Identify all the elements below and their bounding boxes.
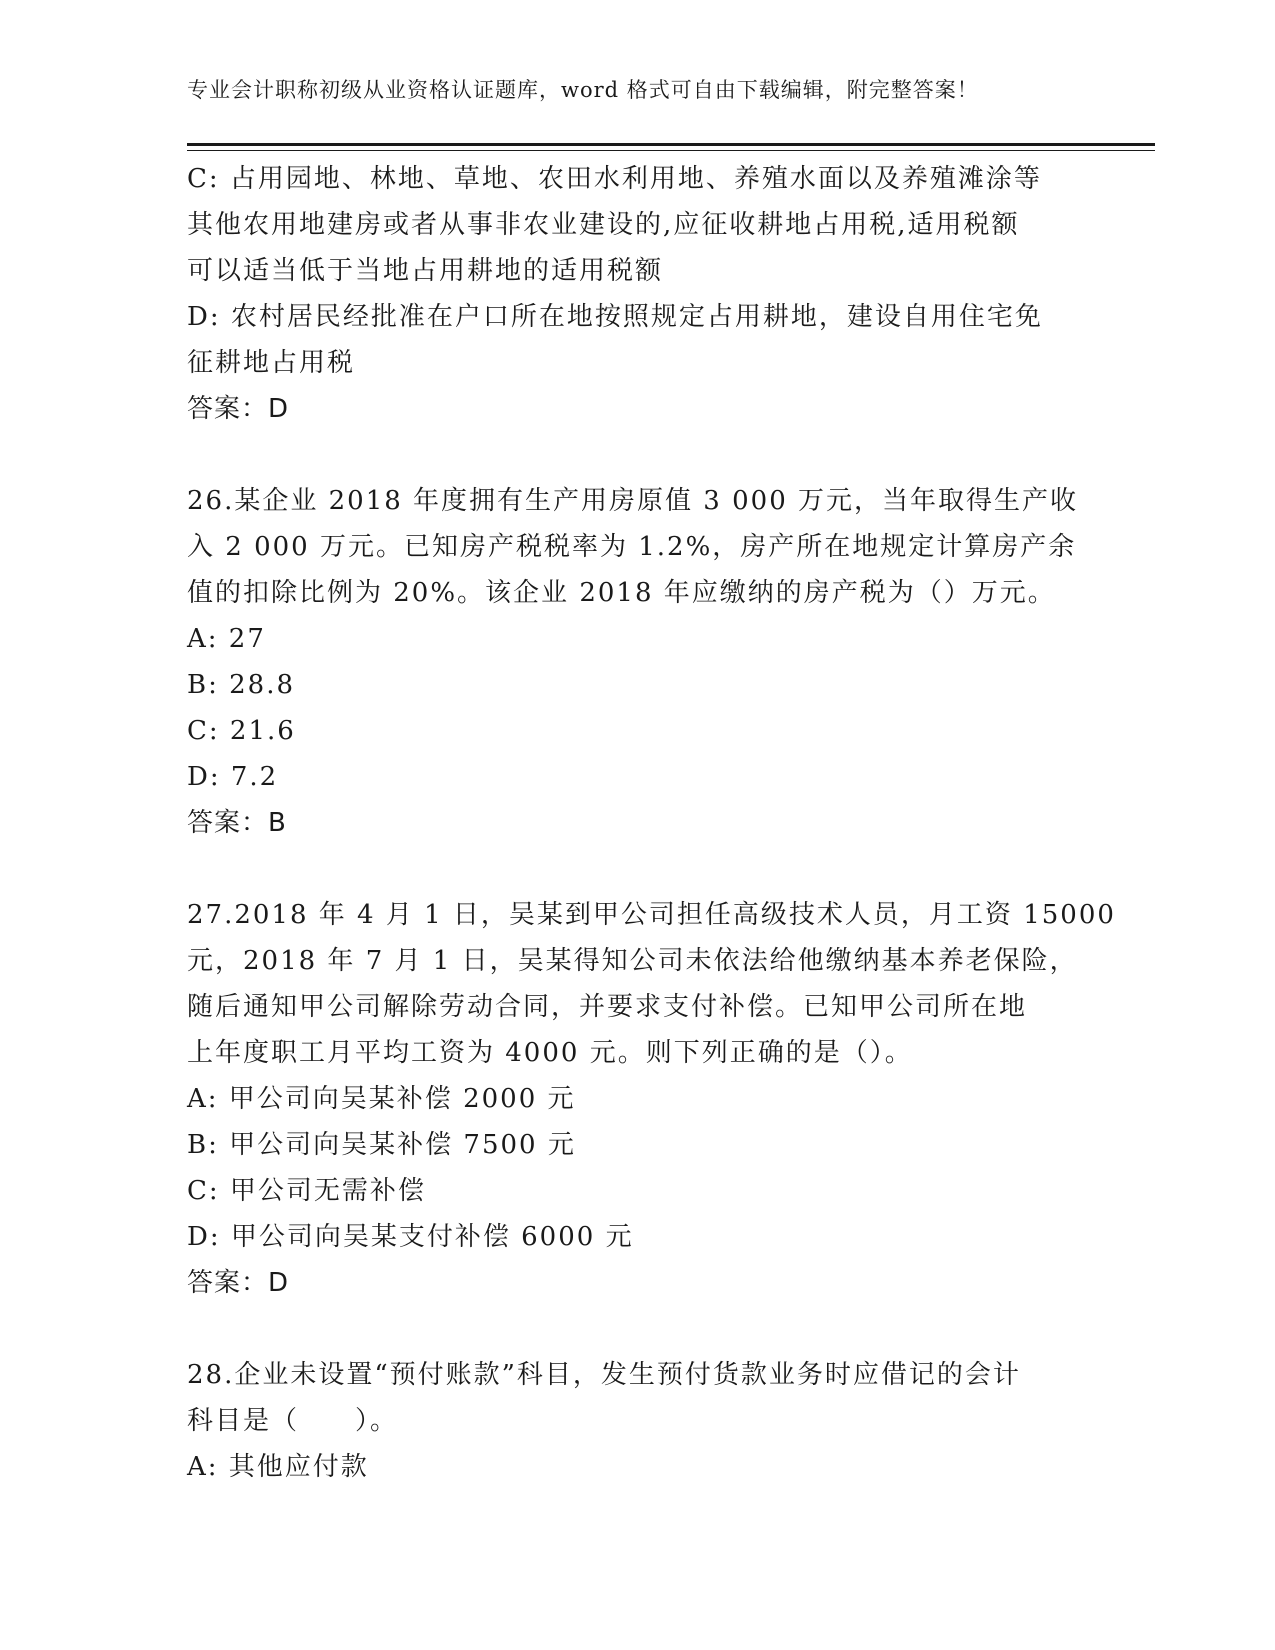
spacer <box>187 432 1087 478</box>
question-26 <box>187 478 1087 846</box>
question-stem-line: 上年度职工月平均工资为 4000 元。则下列正确的是（）。 <box>187 1038 913 1068</box>
option-a: A: 27 <box>187 624 266 654</box>
question-stem-line: 入 2 000 万元。已知房产税税率为 1.2%，房产所在地规定计算房产余 <box>187 532 1077 562</box>
answer-label: 答案：B <box>187 808 287 838</box>
option-c-line-2: 其他农用地建房或者从事非农业建设的,应征收耕地占用税,适用税额 <box>187 210 1020 240</box>
option-a: A: 其他应付款 <box>187 1452 369 1482</box>
option-d: D: 甲公司向吴某支付补偿 6000 元 <box>187 1222 634 1252</box>
question-stem-line: 值的扣除比例为 20%。该企业 2018 年应缴纳的房产税为（）万元。 <box>187 578 1056 608</box>
document-header: 专业会计职称初级从业资格认证题库，word 格式可自由下载编辑，附完整答案！ <box>187 78 979 102</box>
spacer <box>187 846 1087 892</box>
option-d-line-1: D: 农村居民经批准在户口所在地按照规定占用耕地，建设自用住宅免 <box>187 302 1043 332</box>
option-c: C: 甲公司无需补偿 <box>187 1176 426 1206</box>
question-stem-line: 随后通知甲公司解除劳动合同，并要求支付补偿。已知甲公司所在地 <box>187 992 1028 1022</box>
answer-label: 答案：D <box>187 1268 290 1298</box>
question-stem-line: 27.2018 年 4 月 1 日，吴某到甲公司担任高级技术人员，月工资 15000 <box>187 900 1116 930</box>
question-stem-line: 28.企业未设置“预付账款”科目，发生预付货款业务时应借记的会计 <box>187 1360 1021 1390</box>
header-rule-thick <box>187 143 1155 146</box>
question-stem-line: 科目是（ ）。 <box>187 1406 399 1436</box>
option-b: B: 28.8 <box>187 670 296 700</box>
option-d-line-2: 征耕地占用税 <box>187 348 356 378</box>
question-stem-line: 元，2018 年 7 月 1 日，吴某得知公司未依法给他缴纳基本养老保险， <box>187 946 1078 976</box>
option-c-line-1: C: 占用园地、林地、草地、农田水利用地、养殖水面以及养殖滩涂等 <box>187 164 1042 194</box>
option-a: A: 甲公司向吴某补偿 2000 元 <box>187 1084 576 1114</box>
option-b: B: 甲公司向吴某补偿 7500 元 <box>187 1130 576 1160</box>
option-d: D: 7.2 <box>187 762 279 792</box>
question-25-tail <box>187 156 1087 432</box>
option-c-line-3: 可以适当低于当地占用耕地的适用税额 <box>187 256 664 286</box>
option-c: C: 21.6 <box>187 716 296 746</box>
question-27 <box>187 892 1116 1306</box>
document-body <box>187 156 1116 1490</box>
answer-label: 答案：D <box>187 394 290 424</box>
question-stem-line: 26.某企业 2018 年度拥有生产用房原值 3 000 万元，当年取得生产收 <box>187 486 1079 516</box>
header-rule-thin <box>187 150 1155 151</box>
spacer <box>187 1306 1087 1352</box>
question-28 <box>187 1352 1087 1490</box>
